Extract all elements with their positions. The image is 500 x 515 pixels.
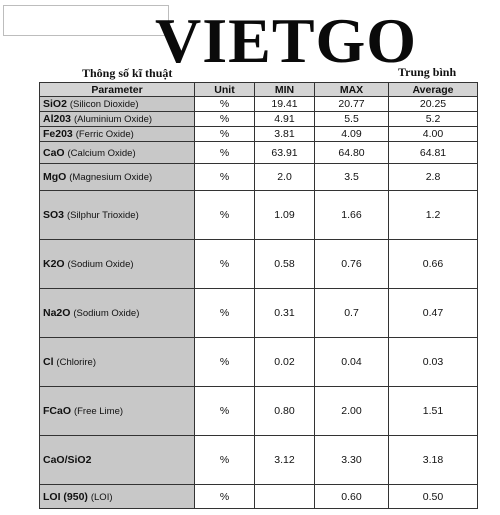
parameter-name: (Magnesium Oxide): [69, 172, 153, 183]
max-cell: 0.60: [315, 485, 389, 509]
spec-label: Thông số kĩ thuật: [82, 66, 173, 80]
table-row: [40, 436, 478, 485]
parameter-cell: [40, 191, 195, 240]
table-row: [40, 97, 478, 112]
min-cell: 1.09: [255, 191, 315, 240]
table-row: [40, 289, 478, 338]
unit-cell: %: [195, 164, 255, 191]
unit-cell: %: [195, 142, 255, 164]
parameter-cell: [40, 436, 195, 485]
spec-table: [39, 82, 478, 509]
parameter-name: (Sodium Oxide): [67, 259, 134, 270]
unit-cell: %: [195, 191, 255, 240]
header-average: Average: [389, 83, 478, 97]
header-max: MAX: [315, 83, 389, 97]
unit-cell: %: [195, 240, 255, 289]
unit-cell: %: [195, 97, 255, 112]
parameter-formula: MgO: [43, 171, 67, 183]
parameter-cell: [40, 289, 195, 338]
parameter-name: (LOI): [90, 491, 113, 503]
max-cell: 2.00: [315, 387, 389, 436]
parameter-formula: LOI (950): [43, 490, 88, 503]
parameter-cell: [40, 485, 195, 509]
min-cell: 3.12: [255, 436, 315, 485]
parameter-formula: Fe203: [43, 128, 73, 140]
parameter-formula: Cl: [43, 356, 54, 368]
parameter-name: (Chlorire): [56, 357, 97, 368]
average-cell: 4.00: [389, 127, 478, 142]
average-cell: 2.8: [389, 164, 478, 191]
table-row: [40, 127, 478, 142]
average-cell: 1.2: [389, 191, 478, 240]
brand-logo: VIETGO: [155, 5, 418, 76]
average-cell: 64.81: [389, 142, 478, 164]
parameter-cell: [40, 164, 195, 191]
unit-cell: %: [195, 436, 255, 485]
min-cell: 0.02: [255, 338, 315, 387]
max-cell: 64.80: [315, 142, 389, 164]
max-cell: 0.76: [315, 240, 389, 289]
average-cell: 0.66: [389, 240, 478, 289]
parameter-name: (Silicon Dioxide): [69, 99, 139, 110]
min-cell: 0.58: [255, 240, 315, 289]
parameter-name: (Free Lime): [73, 406, 124, 417]
average-cell: 0.03: [389, 338, 478, 387]
parameter-name: (Aluminium Oxide): [73, 114, 153, 125]
parameter-formula: Na2O: [43, 307, 71, 319]
header-min: MIN: [255, 83, 315, 97]
max-cell: 20.77: [315, 97, 389, 112]
parameter-cell: [40, 338, 195, 387]
parameter-formula: K2O: [43, 258, 65, 270]
average-cell: 1.51: [389, 387, 478, 436]
parameter-formula: SO3: [43, 209, 65, 221]
min-cell: 0.31: [255, 289, 315, 338]
parameter-cell: [40, 142, 195, 164]
max-cell: 3.5: [315, 164, 389, 191]
parameter-cell: [40, 127, 195, 142]
parameter-formula: CaO: [43, 146, 65, 159]
table-row: [40, 485, 478, 509]
min-cell: 2.0: [255, 164, 315, 191]
table-row: [40, 338, 478, 387]
table-header-row: [40, 83, 478, 97]
parameter-cell: [40, 97, 195, 112]
max-cell: 0.04: [315, 338, 389, 387]
max-cell: 5.5: [315, 112, 389, 127]
table-row: [40, 387, 478, 436]
average-label: Trung bình: [398, 65, 457, 79]
table-row: [40, 112, 478, 127]
unit-cell: %: [195, 112, 255, 127]
average-cell: 0.50: [389, 485, 478, 509]
parameter-formula: Al203: [43, 113, 72, 125]
unit-cell: %: [195, 485, 255, 509]
min-cell: 3.81: [255, 127, 315, 142]
max-cell: 1.66: [315, 191, 389, 240]
min-cell: [255, 485, 315, 509]
parameter-cell: [40, 387, 195, 436]
unit-cell: %: [195, 127, 255, 142]
min-cell: 63.91: [255, 142, 315, 164]
empty-header-box: [3, 5, 169, 36]
table-row: [40, 164, 478, 191]
max-cell: 4.09: [315, 127, 389, 142]
parameter-name: (Sodium Oxide): [73, 308, 140, 319]
unit-cell: %: [195, 289, 255, 338]
parameter-formula: SiO2: [43, 98, 67, 110]
table-row: [40, 142, 478, 164]
average-cell: 0.47: [389, 289, 478, 338]
parameter-cell: [40, 240, 195, 289]
parameter-formula: CaO/SiO2: [43, 454, 92, 466]
average-cell: 20.25: [389, 97, 478, 112]
parameter-formula: FCaO: [43, 405, 72, 417]
parameter-cell: [40, 112, 195, 127]
min-cell: 19.41: [255, 97, 315, 112]
unit-cell: %: [195, 387, 255, 436]
max-cell: 3.30: [315, 436, 389, 485]
average-cell: 5.2: [389, 112, 478, 127]
max-cell: 0.7: [315, 289, 389, 338]
min-cell: 4.91: [255, 112, 315, 127]
parameter-name: (Silphur Trioxide): [66, 210, 139, 221]
parameter-name: (Ferric Oxide): [75, 129, 134, 140]
header-parameter: Parameter: [40, 83, 195, 97]
parameter-name: (Calcium Oxide): [67, 147, 136, 159]
unit-cell: %: [195, 338, 255, 387]
table-row: [40, 191, 478, 240]
header-unit: Unit: [195, 83, 255, 97]
average-cell: 3.18: [389, 436, 478, 485]
table-row: [40, 240, 478, 289]
min-cell: 0.80: [255, 387, 315, 436]
